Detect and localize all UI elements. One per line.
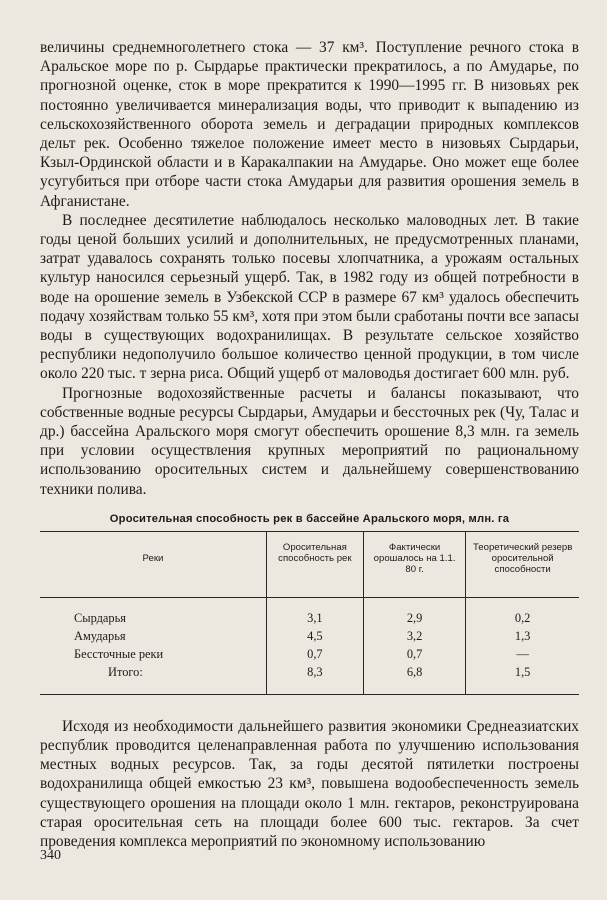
irrigated-value: 3,2 — [363, 627, 465, 645]
irrigated-value: 2,9 — [363, 597, 465, 627]
river-name: Амударья — [74, 628, 126, 643]
header-capacity: Оросительная способность рек — [266, 531, 363, 597]
capacity-value: 4,5 — [266, 627, 363, 645]
header-reserve: Теоретический резерв оросительной способности — [466, 531, 579, 597]
capacity-value: 3,1 — [266, 597, 363, 627]
paragraph-dry-years: В последнее десятилетие наблюдалось несколько маловодных лет. В такие годы ценой больших усилий и дополнительных, не предусмотренных планами, затрат удавалось сохранять только посевы хлопчатника, а урожаям остальных культур наносился серьезный ущерб. Так, в 1982 году из общей потребности в воде на орошение земель в Узбекской ССР в размере 67 км³ удалось обеспечить подачу хозяйствам только 55 км³, хотя при этом были сработаны почти все запасы воды в существующих водохранилищах. В результате сельское хозяйство республики недополучило большое количество ценной продукции, в том числе около 220 тыс. т зерна риса. Общий ущерб от маловодья достигает 600 млн. руб. — [40, 211, 579, 383]
reserve-value: 1,3 — [466, 627, 579, 645]
capacity-total: 8,3 — [266, 663, 363, 695]
reserve-value: — — [466, 645, 579, 663]
irrigation-capacity-table — [40, 531, 579, 695]
table-row — [40, 627, 579, 645]
table-header-row — [40, 531, 579, 597]
table-title: Оросительная способность рек в бассейне Аральского моря, млн. га — [109, 512, 510, 525]
river-name: Сырдарья — [74, 610, 126, 625]
page-number: 340 — [40, 848, 61, 863]
reserve-total: 1,5 — [466, 663, 579, 695]
header-irrigated: Фактически орошалось на 1.1. 80 г. — [363, 531, 465, 597]
table-row — [40, 645, 579, 663]
capacity-value: 0,7 — [266, 645, 363, 663]
irrigated-total: 6,8 — [363, 663, 465, 695]
header-rivers: Реки — [40, 531, 266, 597]
paragraph-water-runoff: величины среднемноголетнего стока — 37 км³. Поступление речного стока в Аральское море по р. Сырдарье практически прекратилось, а по Амударье, по прогнозной оценке, сток в море прекратится к 1990—1995 гг. В низовьях рек постоянно увеличивается минерализация воды, что приводит к выпадению из сельскохозяйственного оборота земель и деградации природных комплексов дельт рек. Особенно тяжелое положение имеет место в низовьях Сырдарьи, Кзыл-Ординской области и в Каракалпакии на Амударье. Оно может еще более усугубиться при отборе части стока Амударьи для развития орошения земель в Афганистане. — [40, 39, 579, 210]
paragraph-forecast: Прогнозные водохозяйственные расчеты и балансы показывают, что собственные водные ресурсы Сырдарьи, Амударьи и бессточных рек (Чу, Талас и др.) бассейна Аральского моря смогут обеспечить орошение 8,3 млн. га земель при условии осуществления крупных мероприятий по рациональному использованию оросительных систем и дальнейшему совершенствованию техники полива. — [40, 384, 579, 498]
irrigation-table-block — [40, 513, 579, 695]
table-total-row — [40, 663, 579, 695]
total-label: Итого: — [40, 663, 266, 695]
irrigated-value: 0,7 — [363, 645, 465, 663]
river-name: Бессточные реки — [74, 646, 164, 661]
table-row — [40, 597, 579, 627]
reserve-value: 0,2 — [466, 597, 579, 627]
paragraph-water-use: Исходя из необходимости дальнейшего развития экономики Среднеазиатских республик проводится целенаправленная работа по улучшению использования местных водных ресурсов. Так, за годы десятой пятилетки построены водохранилища общей емкостью 23 км³, повышена водообеспеченность земель существующего орошения на площади около 1 млн. гектаров, реконструирована старая оросительная сеть на площади более 600 тыс. гектаров. За счет проведения комплекса мероприятий по экономному использованию — [40, 717, 579, 851]
